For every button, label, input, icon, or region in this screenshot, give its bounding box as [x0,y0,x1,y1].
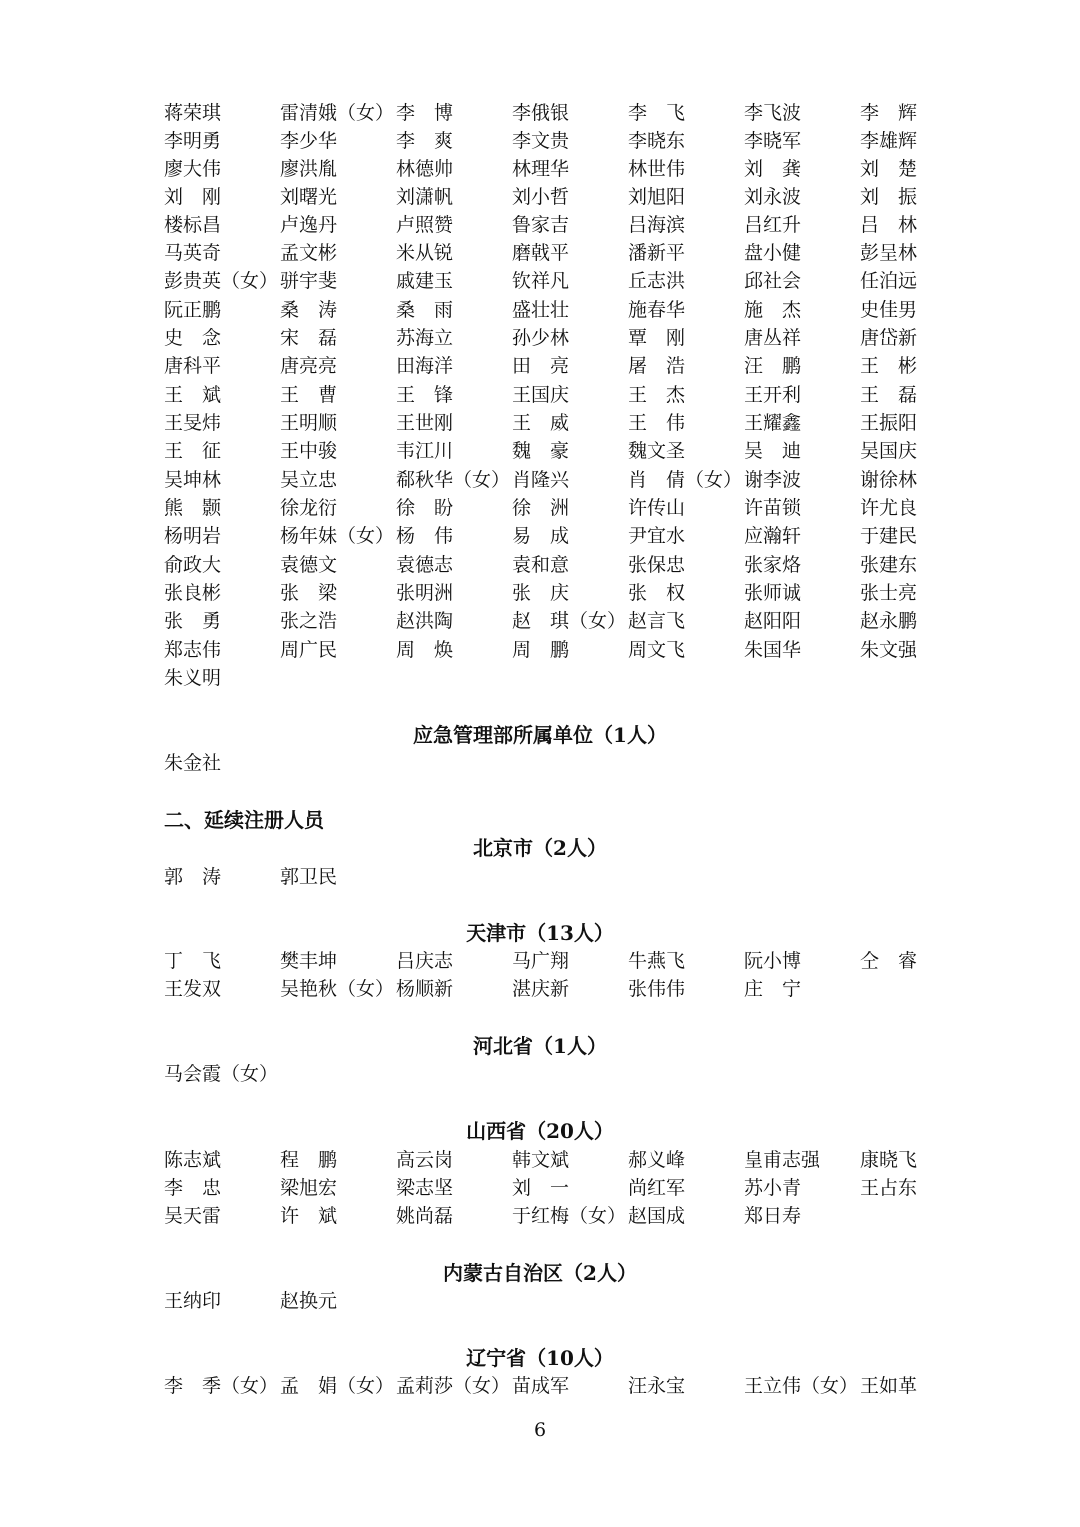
person-name: 魏 豪 [512,440,570,462]
person-name: 王如革 [860,1375,918,1397]
person-name: 刘曙光 [280,186,338,208]
person-name: 李晓军 [744,130,802,152]
person-name: 赵换元 [280,1290,338,1312]
person-name: 张家烙 [744,554,802,576]
person-name: 张之浩 [280,610,338,632]
person-name: 李少华 [280,130,338,152]
name-row [164,607,924,635]
name-row [164,127,924,155]
name-row [164,437,924,465]
person-name: 马广翔 [512,950,570,972]
person-name: 赵阳阳 [744,610,802,632]
person-name: 赵 琪（女） [512,610,627,632]
person-name: 于红梅（女） [512,1205,627,1227]
person-name: 张明洲 [396,582,454,604]
name-row [164,579,924,607]
person-name: 张 庆 [512,582,570,604]
person-name: 吕海滨 [628,214,686,236]
name-row [164,211,924,239]
person-name: 许苗锁 [744,497,802,519]
person-name: 李雄辉 [860,130,918,152]
person-name: 唐科平 [164,355,222,377]
province-heading-tianjin: 天津市（13人） [466,921,614,945]
person-name: 骈宇斐 [280,270,338,292]
province-heading-hebei: 河北省（1人） [473,1034,607,1058]
person-name: 李 博 [396,102,454,124]
person-name: 庄 宁 [744,978,802,1000]
person-name: 周 鹏 [512,639,570,661]
person-name: 吴天雷 [164,1205,222,1227]
name-row [164,239,924,267]
name-row [164,494,924,522]
person-name: 朱金社 [164,752,222,774]
person-name: 吴坤林 [164,469,222,491]
person-name: 谢徐林 [860,469,918,491]
person-name: 许 斌 [280,1205,338,1227]
name-row [164,1372,924,1400]
person-name: 苗成军 [512,1375,570,1397]
name-row [164,324,924,352]
person-name: 韩文斌 [512,1149,570,1171]
person-name: 于建民 [860,525,918,547]
person-name: 应瀚轩 [744,525,802,547]
person-name: 王世刚 [396,412,454,434]
person-name: 杨 伟 [396,525,454,547]
person-name: 王开利 [744,384,802,406]
name-row [164,466,924,494]
person-name: 鲁家吉 [512,214,570,236]
person-name: 张良彬 [164,582,222,604]
person-name: 阮正鹏 [164,299,222,321]
person-name: 肖隆兴 [512,469,570,491]
province-heading-beijing: 北京市（2人） [473,836,607,860]
person-name: 尚红军 [628,1177,686,1199]
person-name: 郗秋华（女） [396,469,511,491]
person-name: 刘 楚 [860,158,918,180]
person-name: 刘潇帆 [396,186,454,208]
person-name: 李 飞 [628,102,686,124]
person-name: 王 威 [512,412,570,434]
person-name: 梁志坚 [396,1177,454,1199]
person-name: 田 亮 [512,355,570,377]
person-name: 孟文彬 [280,242,338,264]
person-name: 王振阳 [860,412,918,434]
person-name: 王 斌 [164,384,222,406]
section-heading-emergency: 应急管理部所属单位（1人） [413,723,667,747]
person-name: 彭贵英（女） [164,270,279,292]
name-row [164,183,924,211]
person-name: 周广民 [280,639,338,661]
person-name: 王明顺 [280,412,338,434]
person-name: 邱社会 [744,270,802,292]
person-name: 尹宜水 [628,525,686,547]
person-name: 马会霞（女） [164,1063,279,1085]
person-name: 袁德文 [280,554,338,576]
person-name: 仝 睿 [860,950,918,972]
person-name: 林德帅 [396,158,454,180]
person-name: 康晓飞 [860,1149,918,1171]
person-name: 杨明岩 [164,525,222,547]
person-name: 王中骏 [280,440,338,462]
person-name: 吴立忠 [280,469,338,491]
person-name: 廖大伟 [164,158,222,180]
person-name: 湛庆新 [512,978,570,1000]
person-name: 朱国华 [744,639,802,661]
person-name: 张建东 [860,554,918,576]
person-name: 戚建玉 [396,270,454,292]
person-name: 吕红升 [744,214,802,236]
name-row [164,409,924,437]
person-name: 王 彬 [860,355,918,377]
person-name: 唐亮亮 [280,355,338,377]
person-name: 许传山 [628,497,686,519]
person-name: 林理华 [512,158,570,180]
person-name: 郝义峰 [628,1149,686,1171]
person-name: 任泊远 [860,270,918,292]
name-row [164,522,924,550]
person-name: 朱文强 [860,639,918,661]
person-name: 刘旭阳 [628,186,686,208]
person-name: 蒋荣琪 [164,102,222,124]
name-row [164,863,924,891]
person-name: 程 鹏 [280,1149,338,1171]
person-name: 田海洋 [396,355,454,377]
person-name: 李 季（女） [164,1375,279,1397]
person-name: 史佳男 [860,299,918,321]
person-name: 王立伟（女） [744,1375,859,1397]
person-name: 刘 一 [512,1177,570,1199]
person-name: 钦祥凡 [512,270,570,292]
name-row [164,1202,924,1230]
person-name: 宋 磊 [280,327,338,349]
person-name: 刘 振 [860,186,918,208]
person-name: 潘新平 [628,242,686,264]
name-row [164,551,924,579]
person-name: 王耀鑫 [744,412,802,434]
person-name: 施 杰 [744,299,802,321]
person-name: 刘小哲 [512,186,570,208]
person-name: 刘永波 [744,186,802,208]
person-name: 张士亮 [860,582,918,604]
person-name: 汪 鹏 [744,355,802,377]
name-row [164,381,924,409]
person-name: 王 杰 [628,384,686,406]
person-name: 盘小健 [744,242,802,264]
person-name: 林世伟 [628,158,686,180]
person-name: 吴艳秋（女） [280,978,395,1000]
person-name: 李俄银 [512,102,570,124]
person-name: 李 辉 [860,102,918,124]
person-name: 袁德志 [396,554,454,576]
person-name: 皇甫志强 [744,1149,821,1171]
province-heading-neimenggu: 内蒙古自治区（2人） [443,1261,637,1285]
person-name: 王 磊 [860,384,918,406]
person-name: 卢照赞 [396,214,454,236]
person-name: 韦江川 [396,440,454,462]
name-row [164,636,924,664]
person-name: 汪永宝 [628,1375,686,1397]
person-name: 郭卫民 [280,866,338,888]
person-name: 王纳印 [164,1290,222,1312]
person-name: 王 锋 [396,384,454,406]
person-name: 彭呈林 [860,242,918,264]
person-name: 李明勇 [164,130,222,152]
person-name: 米从锐 [396,242,454,264]
person-name: 赵永鹏 [860,610,918,632]
person-name: 肖 倩（女） [628,469,743,491]
name-row [164,267,924,295]
person-name: 张伟伟 [628,978,686,1000]
province-heading-shanxi: 山西省（20人） [466,1119,614,1143]
person-name: 徐龙衍 [280,497,338,519]
person-name: 唐丛祥 [744,327,802,349]
person-name: 吕庆志 [396,950,454,972]
person-name: 史 念 [164,327,222,349]
name-row [164,296,924,324]
name-row [164,947,924,975]
person-name: 廖洪胤 [280,158,338,180]
name-row [164,1146,924,1174]
person-name: 赵言飞 [628,610,686,632]
person-name: 桑 雨 [396,299,454,321]
person-name: 魏文圣 [628,440,686,462]
person-name: 赵洪陶 [396,610,454,632]
name-row [164,664,924,692]
person-name: 杨顺新 [396,978,454,1000]
person-name: 吴国庆 [860,440,918,462]
person-name: 覃 刚 [628,327,686,349]
person-name: 郭 涛 [164,866,222,888]
person-name: 苏海立 [396,327,454,349]
name-row [164,99,924,127]
person-name: 孟莉莎（女） [396,1375,511,1397]
person-name: 施春华 [628,299,686,321]
name-row [164,1287,924,1315]
person-name: 阮小博 [744,950,802,972]
person-name: 王 征 [164,440,222,462]
person-name: 张 勇 [164,610,222,632]
person-name: 王旻炜 [164,412,222,434]
person-name: 李文贵 [512,130,570,152]
name-row [164,749,924,777]
person-name: 李 忠 [164,1177,222,1199]
person-name: 郑日寿 [744,1205,802,1227]
name-row [164,155,924,183]
person-name: 王 曹 [280,384,338,406]
person-name: 吕 林 [860,214,918,236]
person-name: 陈志斌 [164,1149,222,1171]
person-name: 张 梁 [280,582,338,604]
person-name: 孟 娟（女） [280,1375,395,1397]
person-name: 赵国成 [628,1205,686,1227]
person-name: 盛壮壮 [512,299,570,321]
person-name: 王占东 [860,1177,918,1199]
person-name: 屠 浩 [628,355,686,377]
person-name: 张师诚 [744,582,802,604]
person-name: 周 焕 [396,639,454,661]
person-name: 唐岱新 [860,327,918,349]
person-name: 刘 刚 [164,186,222,208]
person-name: 张保忠 [628,554,686,576]
person-name: 王国庆 [512,384,570,406]
name-row [164,975,924,1003]
person-name: 王发双 [164,978,222,1000]
person-name: 徐 洲 [512,497,570,519]
person-name: 谢李波 [744,469,802,491]
name-row [164,1060,924,1088]
person-name: 丁 飞 [164,950,222,972]
person-name: 吴 迪 [744,440,802,462]
person-name: 熊 颢 [164,497,222,519]
person-name: 周文飞 [628,639,686,661]
person-name: 杨年妹（女） [280,525,395,547]
person-name: 李飞波 [744,102,802,124]
page-number: 6 [533,1419,547,1441]
person-name: 俞政大 [164,554,222,576]
person-name: 刘 龚 [744,158,802,180]
person-name: 磨戟平 [512,242,570,264]
person-name: 朱义明 [164,667,222,689]
person-name: 张 权 [628,582,686,604]
person-name: 卢逸丹 [280,214,338,236]
person-name: 牛燕飞 [628,950,686,972]
person-name: 王 伟 [628,412,686,434]
name-row [164,352,924,380]
person-name: 徐 盼 [396,497,454,519]
person-name: 姚尚磊 [396,1205,454,1227]
person-name: 李 爽 [396,130,454,152]
person-name: 袁和意 [512,554,570,576]
person-name: 许尤良 [860,497,918,519]
person-name: 李晓东 [628,130,686,152]
person-name: 苏小青 [744,1177,802,1199]
person-name: 樊丰坤 [280,950,338,972]
name-row [164,1174,924,1202]
person-name: 梁旭宏 [280,1177,338,1199]
person-name: 桑 涛 [280,299,338,321]
person-name: 楼标昌 [164,214,222,236]
person-name: 高云岗 [396,1149,454,1171]
person-name: 雷清娥（女） [280,102,395,124]
person-name: 孙少林 [512,327,570,349]
province-heading-liaoning: 辽宁省（10人） [466,1346,614,1370]
section-title: 二、延续注册人员 [164,808,324,832]
person-name: 郑志伟 [164,639,222,661]
person-name: 易 成 [512,525,570,547]
person-name: 马英奇 [164,242,222,264]
person-name: 丘志洪 [628,270,686,292]
